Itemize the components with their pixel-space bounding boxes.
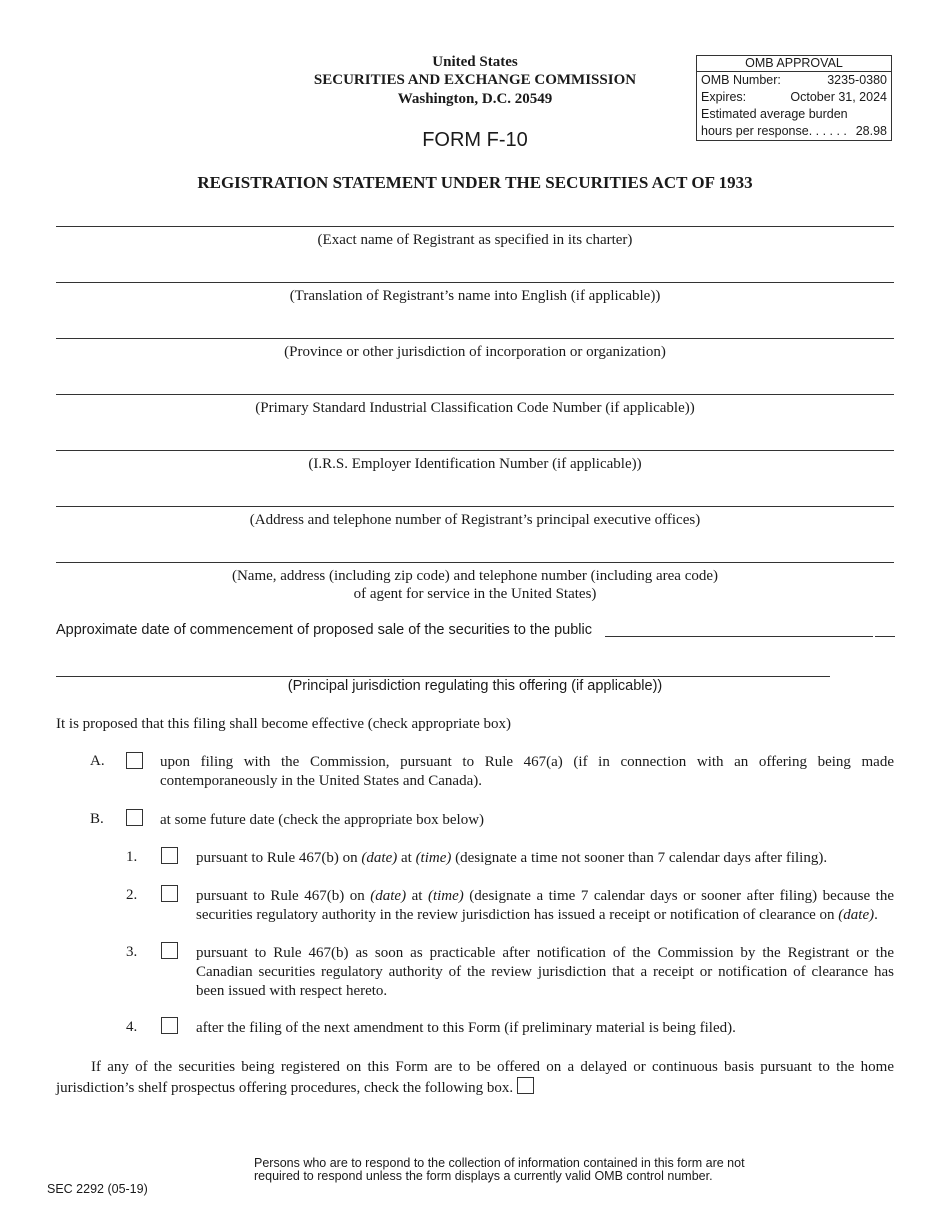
irs-number-caption: (I.R.S. Employer Identification Number (if applicable)) xyxy=(308,456,642,472)
agent-caption-line2: of agent for service in the United States) xyxy=(353,586,597,602)
omb-notice: Persons who are to respond to the collection of information contained in this form are not required to respond unless the form displays a currently valid OMB control number. xyxy=(254,1156,745,1183)
approx-date-label: Approximate date of commencement of proposed sale of the securities to the public xyxy=(56,622,592,638)
omb-expires-row xyxy=(697,89,891,106)
jurisdiction-line[interactable] xyxy=(56,338,894,339)
address-caption: (Address and telephone number of Registrant’s principal executive offices) xyxy=(249,512,701,528)
registrant-name-line[interactable] xyxy=(56,226,894,227)
omb-number-row xyxy=(697,72,891,89)
translation-caption: (Translation of Registrant’s name into English (if applicable)) xyxy=(289,288,661,304)
agent-line[interactable] xyxy=(56,562,894,563)
option-b1-checkbox[interactable] xyxy=(161,847,178,864)
omb-hours-label: hours per response. . . . . . xyxy=(701,124,847,138)
option-b4-label: 4. xyxy=(126,1019,138,1035)
omb-number-label: OMB Number: xyxy=(701,73,781,87)
option-b2-checkbox[interactable] xyxy=(161,885,178,902)
shelf-paragraph: If any of the securities being registered on this Form are to be offered on a delayed or continuous basis pursuant to the home jurisdiction’s shelf prospectus offering procedures, check the following box. xyxy=(56,1059,894,1096)
option-b-text: at some future date (check the appropriate box below) xyxy=(160,812,485,828)
omb-expires-value: October 31, 2024 xyxy=(790,90,887,104)
option-a-checkbox[interactable] xyxy=(126,752,143,769)
agent-caption-line1: (Name, address (including zip code) and telephone number (including area code) xyxy=(231,568,719,584)
address-line[interactable] xyxy=(56,506,894,507)
option-a-label: A. xyxy=(90,753,105,769)
shelf-checkbox[interactable] xyxy=(517,1077,534,1094)
option-b4-checkbox[interactable] xyxy=(161,1017,178,1034)
statement-title: REGISTRATION STATEMENT UNDER THE SECURITIES ACT OF 1933 xyxy=(197,173,753,192)
omb-number-value: 3235-0380 xyxy=(827,73,887,87)
header-country: United States xyxy=(432,54,518,70)
header-agency: SECURITIES AND EXCHANGE COMMISSION xyxy=(313,72,637,88)
omb-heading: OMB APPROVAL xyxy=(697,56,891,72)
option-a-text: upon filing with the Commission, pursuant to Rule 467(a) (if in connection with an offering being made contemporaneously in the United States and Canada). xyxy=(160,754,894,789)
principal-jurisdiction-line[interactable] xyxy=(56,676,830,677)
omb-approval-box xyxy=(696,55,892,141)
registrant-name-caption: (Exact name of Registrant as specified in its charter) xyxy=(317,232,633,248)
form-code: SEC 2292 (05-19) xyxy=(47,1182,148,1196)
option-b3-text: pursuant to Rule 467(b) as soon as practicable after notification of the Commission by the Registrant or the Canadian securities regulatory authority of the review jurisdiction that a receipt or notification of clearance has been issued with respect hereto. xyxy=(196,945,894,999)
option-b-checkbox[interactable] xyxy=(126,809,143,826)
sic-code-caption: (Primary Standard Industrial Classification Code Number (if applicable)) xyxy=(255,400,695,416)
omb-burden-label: Estimated average burden xyxy=(701,107,848,121)
option-b2-text: pursuant to Rule 467(b) on (date) at (time) (designate a time 7 calendar days or sooner after filing) because the securities regulatory authority in the review jurisdiction has issued a receipt or notification of clearance on (date). xyxy=(196,888,894,923)
approx-date-input-line-end[interactable] xyxy=(875,636,895,637)
sic-code-line[interactable] xyxy=(56,394,894,395)
omb-hours-value: 28.98 xyxy=(855,124,887,138)
effective-intro: It is proposed that this filing shall become effective (check appropriate box) xyxy=(56,716,511,732)
option-b-label: B. xyxy=(90,811,104,827)
irs-number-line[interactable] xyxy=(56,450,894,451)
header-address: Washington, D.C. 20549 xyxy=(397,91,553,107)
translation-line[interactable] xyxy=(56,282,894,283)
omb-expires-label: Expires: xyxy=(701,90,747,104)
option-b3-label: 3. xyxy=(126,944,138,960)
option-b1-label: 1. xyxy=(126,849,138,865)
approx-date-input-line[interactable] xyxy=(605,636,873,637)
jurisdiction-caption: (Province or other jurisdiction of incorporation or organization) xyxy=(284,344,666,360)
omb-hours-row xyxy=(697,123,891,140)
option-b2-label: 2. xyxy=(126,887,138,903)
form-title: FORM F-10 xyxy=(422,129,528,151)
omb-burden-row xyxy=(697,106,891,123)
option-b4-text: after the filing of the next amendment to this Form (if preliminary material is being filed). xyxy=(196,1020,736,1036)
principal-jurisdiction-caption: (Principal jurisdiction regulating this offering (if applicable)) xyxy=(287,678,663,694)
option-b1-text: pursuant to Rule 467(b) on (date) at (time) (designate a time not sooner than 7 calendar days after filing). xyxy=(196,850,828,866)
option-b3-checkbox[interactable] xyxy=(161,942,178,959)
